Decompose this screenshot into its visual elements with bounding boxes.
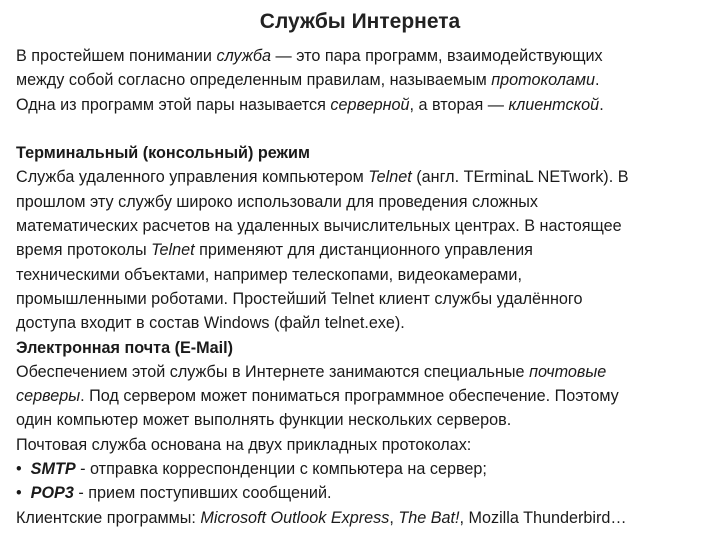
terminal-line-4 (16, 238, 716, 262)
term-client: клиентской (508, 95, 600, 114)
text: — это пара программ, взаимодействующих (271, 47, 603, 65)
text: Одна из программ этой пары называется (16, 95, 331, 114)
section-heading-email: Электронная почта (E-Mail) (16, 338, 234, 357)
protocol-name: POP3 (30, 484, 74, 503)
text: . (599, 95, 604, 114)
bullet-item-smtp (16, 457, 716, 481)
section-heading-terminal: Терминальный (консольный) режим (16, 144, 310, 163)
email-line-3: один компьютер может выполнять функции нескольких серверов. (16, 411, 512, 430)
text: - прием поступивших сообщений. (73, 484, 332, 503)
text: В простейшем понимании (16, 47, 217, 65)
protocol-name: SMTP (30, 460, 76, 479)
program-name: The Bat! (398, 508, 460, 527)
terminal-line-7: доступа входит в состав Windows (файл telnet.exe). (16, 314, 405, 333)
text: . (595, 71, 600, 90)
text: , Mozilla Thunderbird… (459, 508, 627, 527)
text: . Под сервером может пониматься программное обеспечение. Поэтому (80, 387, 619, 406)
spacer (16, 117, 716, 141)
term-server: серверной (330, 95, 410, 114)
text: время протоколы (16, 241, 152, 260)
text: , а вторая — (409, 95, 509, 114)
text: между собой согласно определенным правилам, называемым (16, 71, 492, 90)
bullet-icon: • (16, 460, 22, 479)
term-mail: почтовые (529, 362, 607, 381)
terminal-line-6: промышленными роботами. Простейший Telnet клиент службы удалённого (16, 289, 583, 308)
email-line-4: Почтовая служба основана на двух прикладных протоколах: (16, 435, 472, 454)
term-telnet: Telnet (368, 168, 412, 187)
intro-line-2 (16, 68, 716, 92)
bullet-icon: • (16, 484, 22, 503)
terminal-line-3: математических расчетов на удаленных вычислительных центрах. В настоящее (16, 217, 622, 236)
intro-line-1 (16, 44, 716, 68)
bullet-item-pop3 (16, 481, 716, 505)
email-line-1 (16, 360, 716, 384)
email-line-2 (16, 384, 716, 408)
text: Служба удаленного управления компьютером (16, 168, 369, 187)
client-programs-line (16, 506, 716, 530)
intro-line-3 (16, 93, 716, 117)
text: применяют для дистанционного управления (194, 241, 533, 260)
term-servers: серверы (16, 387, 81, 406)
term-protocols: протоколами (491, 71, 595, 90)
terminal-line-5: техническими объектами, например телескопами, видеокамерами, (16, 265, 522, 284)
terminal-line-1 (16, 165, 716, 189)
page-title: Службы Интернета (259, 10, 461, 33)
program-name: Microsoft Outlook Express (200, 508, 390, 527)
term-telnet: Telnet (151, 241, 195, 260)
text: (англ. TErminaL NETwork). В (411, 168, 629, 187)
text: , (389, 508, 399, 527)
text: Клиентские программы: (16, 508, 201, 527)
slide-body (16, 44, 716, 530)
text: Обеспечением этой службы в Интернете занимаются специальные (16, 362, 530, 381)
term-service: служба (216, 47, 272, 65)
text: - отправка корреспонденции с компьютера на сервер; (75, 460, 487, 479)
terminal-line-2: прошлом эту службу широко использовали для проведения сложных (16, 192, 539, 211)
